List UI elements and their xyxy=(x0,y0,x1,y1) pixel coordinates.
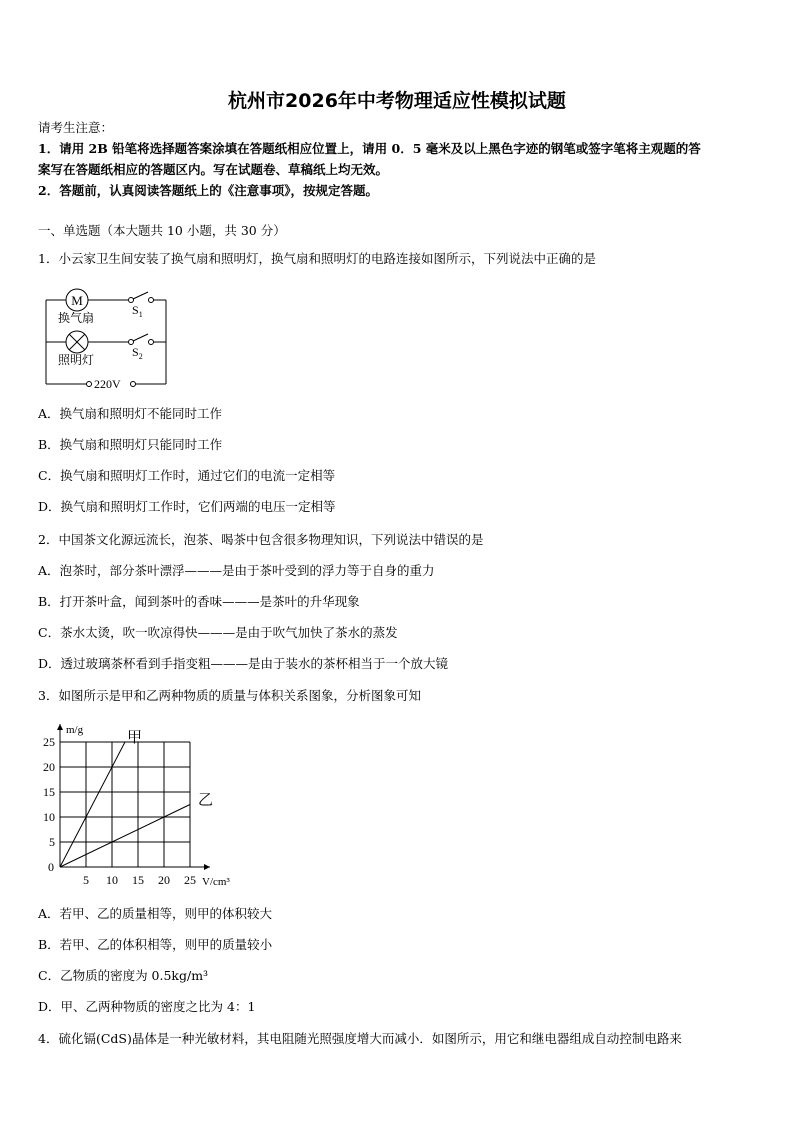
page-title: 杭州市2026年中考物理适应性模拟试题 xyxy=(228,90,566,112)
switch-1-terminal xyxy=(129,298,134,303)
switch-2-label: $S_2$ xyxy=(132,345,143,361)
question-4-stem: 4．硫化镉(CdS)晶体是一种光敏材料，其电阻随光照强度增大而减小．如图所示，用它和继电器组成自动控制电路来 xyxy=(38,1031,682,1046)
x-tick-label: 20 xyxy=(158,873,170,887)
question-3-stem: 3．如图所示是甲和乙两种物质的质量与体积关系图象，分析图象可知 xyxy=(38,688,421,703)
question-1-stem: 1．小云家卫生间安装了换气扇和照明灯，换气扇和照明灯的电路连接如图所示，下列说法中正确的是 xyxy=(38,251,596,266)
question-3-option-c: C．乙物质的密度为 0.5kg/m³ xyxy=(38,968,209,983)
switch-1-blade xyxy=(133,292,148,299)
question-2-option-a: A．泡茶时，部分茶叶漂浮———是由于茶叶受到的浮力等于自身的重力 xyxy=(38,563,435,578)
notice-item-1-line-1: 1．请用 2B 铅笔将选择题答案涂填在答题纸相应位置上，请用 0．5 毫米及以上黑色字迹的钢笔或签字笔将主观题的答 xyxy=(38,141,701,156)
notice-heading: 请考生注意： xyxy=(38,120,114,135)
y-axis-label: m/g xyxy=(66,724,84,736)
question-2-option-c: C．茶水太烫，吹一吹凉得快———是由于吹气加快了茶水的蒸发 xyxy=(38,625,398,640)
question-3-option-d: D．甲、乙两种物质的密度之比为 4：1 xyxy=(38,999,256,1014)
x-tick-label: 25 xyxy=(184,873,196,887)
notice-item-1-line-2: 案写在答题纸相应的答题区内。写在试题卷、草稿纸上均无效。 xyxy=(38,162,389,177)
source-terminal-left xyxy=(87,382,92,387)
y-tick-label: 25 xyxy=(43,735,55,749)
question-1-option-b: B．换气扇和照明灯只能同时工作 xyxy=(38,437,223,452)
fan-label: 换气扇 xyxy=(58,311,95,325)
question-2-option-b: B．打开茶叶盒，闻到茶叶的香味———是茶叶的升华现象 xyxy=(38,594,360,609)
circuit-diagram xyxy=(40,284,180,394)
x-tick-label: 15 xyxy=(132,873,144,887)
x-tick-label: 5 xyxy=(83,873,89,887)
question-3-option-a: A．若甲、乙的质量相等，则甲的体积较大 xyxy=(38,906,273,921)
series-line-jia xyxy=(60,742,125,867)
voltage-label: 220V xyxy=(94,377,121,391)
source-terminal-right xyxy=(131,382,136,387)
notice-item-2: 2．答题前，认真阅读答题纸上的《注意事项》，按规定答题。 xyxy=(38,183,378,198)
y-tick-label: 5 xyxy=(49,835,55,849)
x-axis-arrow xyxy=(204,864,210,870)
question-1-option-a: A．换气扇和照明灯不能同时工作 xyxy=(38,406,223,421)
origin-label: 0 xyxy=(48,860,54,874)
x-tick-label: 10 xyxy=(106,873,118,887)
motor-symbol-label: M xyxy=(71,293,83,308)
series-line-yi xyxy=(60,805,190,868)
y-tick-label: 15 xyxy=(43,785,55,799)
question-2-stem: 2．中国茶文化源远流长，泡茶、喝茶中包含很多物理知识，下列说法中错误的是 xyxy=(38,532,484,547)
series-label-jia: 甲 xyxy=(127,730,143,746)
y-tick-label: 10 xyxy=(43,810,55,824)
question-2-option-d: D．透过玻璃茶杯看到手指变粗———是由于装水的茶杯相当于一个放大镜 xyxy=(38,656,449,671)
switch-2-terminal xyxy=(129,340,134,345)
section-heading: 一、单选题（本大题共 10 小题，共 30 分） xyxy=(38,223,286,238)
switch-2-blade xyxy=(133,334,148,341)
series-label-yi: 乙 xyxy=(198,792,214,809)
question-3-option-b: B．若甲、乙的体积相等，则甲的质量较小 xyxy=(38,937,273,952)
y-axis-arrow xyxy=(57,724,63,730)
y-tick-label: 20 xyxy=(43,760,55,774)
question-1-option-c: C．换气扇和照明灯工作时，通过它们的电流一定相等 xyxy=(38,468,336,483)
x-axis-label: V/cm³ xyxy=(202,876,230,888)
lamp-label: 照明灯 xyxy=(58,353,95,367)
question-1-option-d: D．换气扇和照明灯工作时，它们两端的电压一定相等 xyxy=(38,499,336,514)
switch-1-label: $S_1$ xyxy=(132,303,143,319)
mass-volume-chart xyxy=(38,720,238,890)
